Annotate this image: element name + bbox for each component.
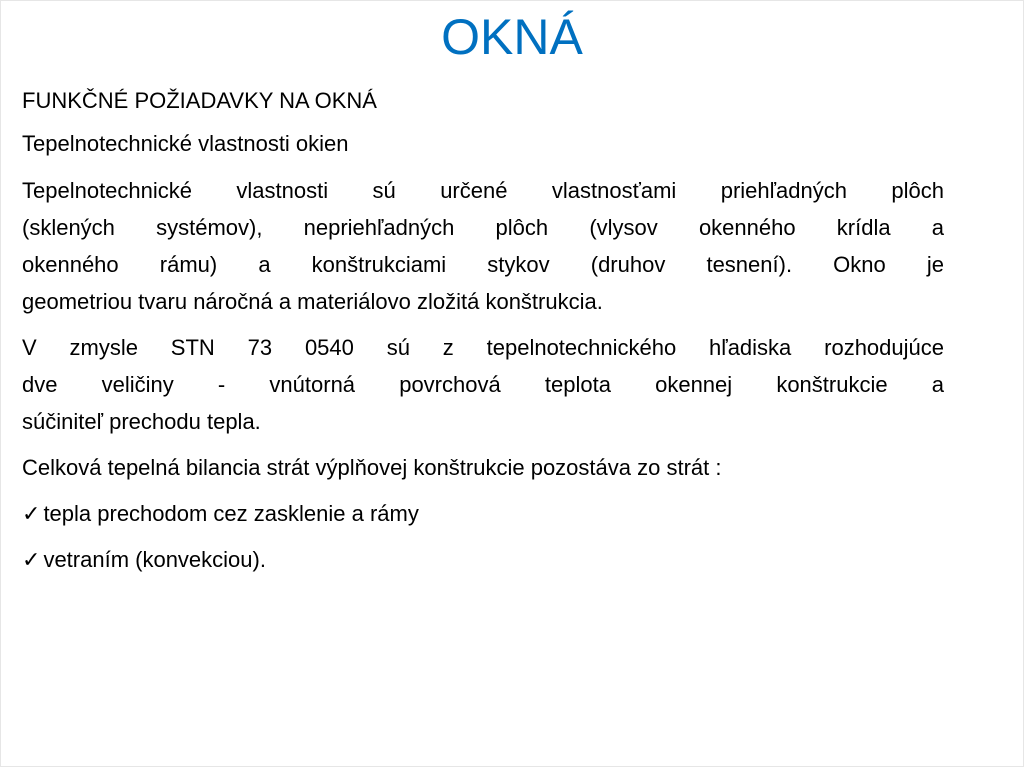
paragraph-line: dve veličiny - vnútorná povrchová teplota okennej konštrukcie a [22, 372, 944, 397]
paragraph-line: Celková tepelná bilancia strát výplňovej konštrukcie pozostáva zo strát : [22, 455, 722, 480]
checkmark-icon: ✓ [22, 547, 41, 572]
bullet-text: tepla prechodom cez zasklenie a rámy [43, 501, 419, 526]
subheading: Tepelnotechnické vlastnosti okien [22, 131, 349, 156]
bullet-item [22, 499, 944, 529]
bullet-text: vetraním (konvekciou). [43, 547, 266, 572]
paragraph-line: súčiniteľ prechodu tepla. [22, 409, 261, 434]
paragraph-line: Tepelnotechnické vlastnosti sú určené vlastnosťami priehľadných plôch [22, 178, 944, 203]
paragraph-line: V zmysle STN 73 0540 sú z tepelnotechnického hľadiska rozhodujúce [22, 335, 944, 360]
bullet-item [22, 545, 944, 575]
paragraph-line: (sklených systémov), nepriehľadných plôch (vlysov okenného krídla a [22, 215, 944, 240]
slide-title: OKNÁ [441, 9, 583, 65]
section-heading: FUNKČNÉ POŽIADAVKY NA OKNÁ [22, 88, 377, 113]
paragraph-line: okenného rámu) a konštrukciami stykov (druhov tesnení). Okno je [22, 252, 944, 277]
paragraph-line: geometriou tvaru náročná a materiálovo zložitá konštrukcia. [22, 289, 603, 314]
checkmark-icon: ✓ [22, 501, 41, 526]
